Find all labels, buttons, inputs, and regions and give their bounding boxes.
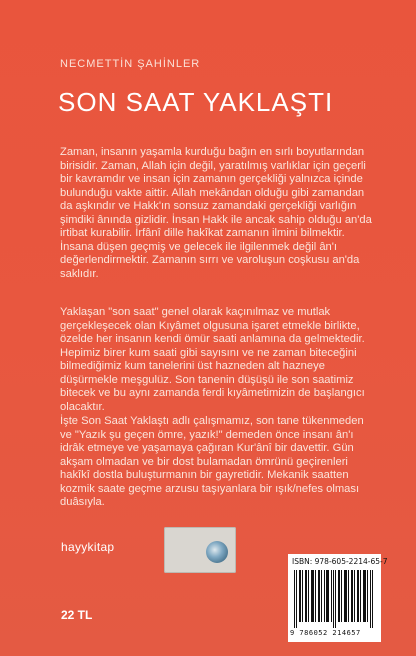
blurb-paragraph-2: Yaklaşan "son saat" genel olarak kaçınılmaz ve mutlak gerçekleşecek olan Kıyâmet olgusuna işaret etmekle birlikte, özelde her insanın kendi ömür saati anlamına da gelmektedir. Hepimiz birer kum saati gibi sayısını ve ne zaman biteceğini bilmediğimiz kum tanelerini üst hazneden alt hazneye düşürmekle meşgulüz. Son tanenin düşüşü ile son saatimiz bitecek ve bu aynı zamanda ferdi kıyâmetimizin de başlangıcı olacaktır. bbox=[60, 306, 365, 413]
author-name: NECMETTİN ŞAHİNLER bbox=[60, 58, 201, 70]
hologram-icon bbox=[206, 541, 228, 563]
barcode-number: 9 786052 214657 bbox=[290, 629, 361, 637]
blurb-paragraph-1: Zaman, insanın yaşamla kurduğu bağın en sırlı boyutlarından birisidir. Zaman, Allah için değil, yaratılmış varlıklar için geçerli bir kavramdır ve insan için zamanın gerçekliği yalnızca içinde bulunduğu vakte aittir. Allah mekândan olduğu gibi zamandan da aşkındır ve Hakk'ın sonsuz zamandaki gerçekliği varlığın şimdiki ânında gizlidir. İnsan Hakk ile ancak sahip olduğu an'da irtibat kurabilir. İrfânî dille hakîkat zamanın ilmini bilmektir. İnsana düşen geçmiş ve gelecek ile ilgilenmek değil ân'ı değerlendirmektir. Zamanın sırrı ve varoluşun coşkusu an'da saklıdır. bbox=[60, 146, 372, 280]
ministry-banderol-sticker bbox=[164, 527, 236, 573]
barcode-panel bbox=[288, 554, 388, 642]
isbn-label: ISBN: 978-605-2214-65-7 bbox=[292, 557, 388, 566]
blurb-paragraph-3: İşte Son Saat Yaklaştı adlı çalışmamız, son tane tükenmeden ve "Yazık şu geçen ömre, yazık!" demeden önce insanı ân'ı idrâk etmeye ve yaşamaya çağıran Kur'ânî bir davettir. Gün akşam olmadan ve bir dost bulamadan ömrünü geçirenleri hakîkî dostla buluşturmanın bir gayretidir. Mekanik saatten kozmik saate geçme arzusu taşıyanlara bir ışık/nefes olması duâsıyla. bbox=[60, 415, 364, 508]
book-title: SON SAAT YAKLAŞTI bbox=[58, 87, 334, 117]
barcode-icon bbox=[294, 570, 376, 628]
price-label: 22 TL bbox=[61, 608, 93, 622]
publisher-logo: hayykitap bbox=[61, 540, 115, 554]
